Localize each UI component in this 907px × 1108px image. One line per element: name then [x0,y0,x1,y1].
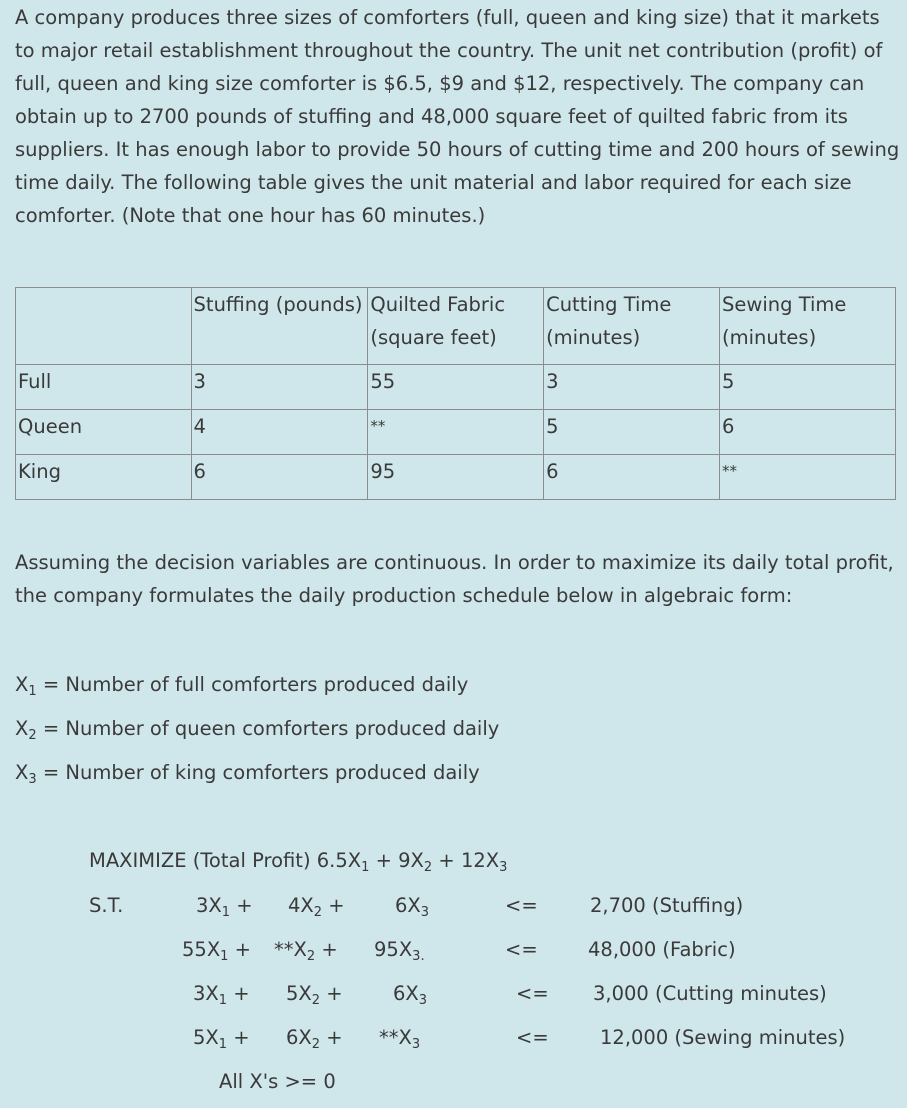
cell-stuffing: 4 [191,410,368,455]
constraint-2-term-1: $55X_1$ + [182,938,251,964]
table-header-row [16,288,896,365]
cell-fabric: 95 [368,455,544,500]
header-stuffing: Stuffing (pounds) [191,288,368,365]
constraint-4-term-3: $**X_3$ [379,1026,421,1052]
cell-stuffing: 6 [191,455,368,500]
st-label: S.T. [89,894,124,917]
constraint-3-term-3: $6X_3$ [393,982,428,1008]
constraint-4-term-1: $5X_1$ + [193,1026,250,1052]
constraint-3-rhs: 3,000 (Cutting minutes) [593,982,827,1005]
table-row [16,455,896,500]
header-cutting: Cutting Time (minutes) [544,288,720,365]
constraint-1-rhs: 2,700 (Stuffing) [590,894,744,917]
var-definition: = Number of king comforters produced daily [36,761,480,784]
cell-cutting: 6 [544,455,720,500]
constraint-2-operator: <= [505,938,538,961]
row-label: Queen [16,410,192,455]
cell-stuffing: 3 [191,365,368,410]
var-subscript: 1 [28,684,37,699]
constraint-3-term-2: $5X_2$ + [286,982,343,1008]
cell-fabric: 55 [368,365,544,410]
cell-sewing: 6 [720,410,896,455]
var-symbol: X [15,673,29,696]
var-subscript: 2 [28,728,37,743]
constraint-3-operator: <= [516,982,549,1005]
constraint-2-term-2: $**X_2$ + [274,938,338,964]
cell-cutting: 3 [544,365,720,410]
constraint-1-term-3: $6X_3$ [395,894,430,920]
header-sewing: Sewing Time (minutes) [720,288,896,365]
var-definition: = Number of queen comforters produced daily [36,717,500,740]
header-fabric: Quilted Fabric (square feet) [368,288,544,365]
table-row [16,365,896,410]
variable-x3-definition [15,756,480,789]
row-label: Full [16,365,192,410]
constraint-1-operator: <= [505,894,538,917]
variable-x1-definition [15,668,468,701]
constraint-2-term-3: $95X_{3.}$ [374,938,425,964]
var-symbol: X [15,717,29,740]
objective-function: MAXIMIZE (Total Profit) $6.5X_1 + 9X_2 + 12X_3$ [89,849,508,875]
header-blank [16,288,192,365]
var-symbol: X [15,761,29,784]
row-label: King [16,455,192,500]
cell-sewing: 5 [720,365,896,410]
assumption-text: Assuming the decision variables are continuous. In order to maximize its daily total profit, the company formulates the daily production schedule below in algebraic form: [15,551,894,607]
requirements-table [15,287,896,500]
nonnegativity-constraint: All X's >= 0 [219,1070,336,1093]
variable-x2-definition [15,712,499,745]
constraint-4-term-2: $6X_2$ + [286,1026,343,1052]
constraint-4-operator: <= [516,1026,549,1049]
cell-sewing: ** [720,455,896,500]
problem-intro: A company produces three sizes of comforters (full, queen and king size) that it markets to major retail establishment throughout the country. The unit net contribution (profit) of full, queen and king size comforter is $6.5, $9 and $12, respectively. The company can obtain up to 2700 pounds of stuffing and 48,000 square feet of quilted fabric from its suppliers. It has enough labor to provide 50 hours of cutting time and 200 hours of sewing time daily. The following table gives the unit material and labor required for each size comforter. (Note that one hour has 60 minutes.) [15,6,900,227]
var-definition: = Number of full comforters produced daily [36,673,469,696]
constraint-4-rhs: 12,000 (Sewing minutes) [600,1026,846,1049]
constraint-1-term-1: $3X_1$ + [196,894,253,920]
var-subscript: 3 [28,772,37,787]
constraint-3-term-1: $3X_1$ + [193,982,250,1008]
cell-fabric: ** [368,410,544,455]
table-row [16,410,896,455]
constraint-1-term-2: $4X_2$ + [288,894,345,920]
constraint-2-rhs: 48,000 (Fabric) [588,938,736,961]
cell-cutting: 5 [544,410,720,455]
